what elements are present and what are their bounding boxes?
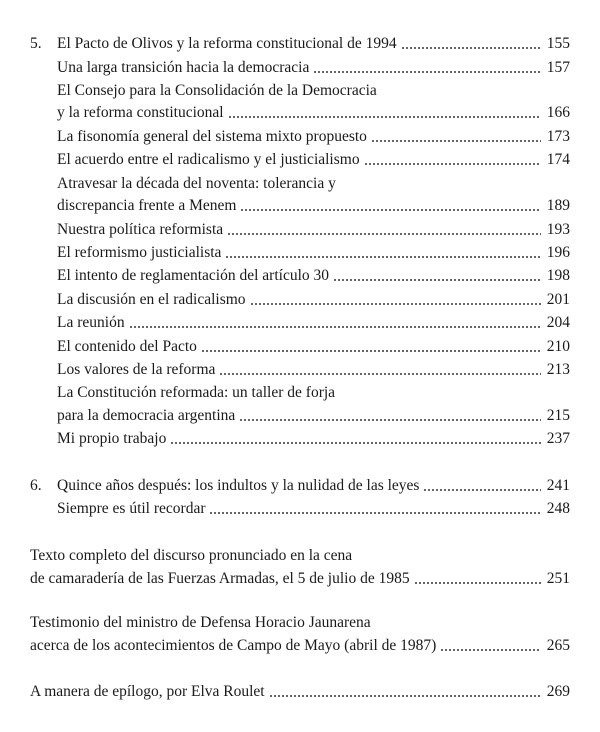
section-title: Los valores de la reforma: [57, 361, 216, 378]
dot-leader: [240, 209, 540, 211]
section-title: La Constitución reformada: un taller de forja: [57, 384, 336, 401]
page-number: 198: [546, 267, 570, 284]
appendix-title-continued: acerca de los acontecimientos de Campo de Mayo (abril de 1987): [30, 637, 437, 654]
dot-leader: [225, 256, 540, 258]
page-number: 215: [546, 407, 570, 424]
page-number: 201: [546, 291, 570, 308]
section-entry-line2[interactable]: [0, 102, 600, 124]
section-title: El acuerdo entre el radicalismo y el justicialismo: [57, 151, 360, 168]
page-number: 237: [546, 430, 570, 447]
page-number: 269: [546, 683, 570, 700]
dot-leader: [371, 140, 541, 142]
chapter-entry[interactable]: [0, 475, 600, 497]
section-title-continued: para la democracia argentina: [57, 407, 236, 424]
section-entry[interactable]: [0, 149, 600, 171]
section-title-continued: discrepancia frente a Menem: [57, 197, 237, 214]
dot-leader: [209, 512, 540, 514]
dot-leader: [313, 71, 540, 73]
appendix-entry-line2[interactable]: [0, 635, 600, 657]
appendix-title: Testimonio del ministro de Defensa Horacio Jaunarena: [30, 614, 371, 631]
section-entry-line2[interactable]: [0, 195, 600, 217]
dot-leader: [227, 233, 541, 235]
dot-leader: [228, 116, 541, 118]
dot-leader: [423, 489, 540, 491]
page-number: 157: [546, 59, 570, 76]
page-number: 210: [546, 338, 570, 355]
page-number: 265: [546, 637, 570, 654]
section-entry[interactable]: [0, 265, 600, 287]
section-title: Atravesar la década del noventa: tolerancia y: [57, 175, 336, 192]
section-entry[interactable]: [0, 498, 600, 520]
chapter-title: El Pacto de Olivos y la reforma constitucional de 1994: [57, 35, 397, 52]
section-entry[interactable]: [0, 312, 600, 334]
appendix-entry-line1[interactable]: [0, 545, 600, 567]
section-entry[interactable]: [0, 126, 600, 148]
page-number: 166: [546, 104, 570, 121]
section-title: La fisonomía general del sistema mixto propuesto: [57, 128, 367, 145]
dot-leader: [201, 350, 541, 352]
dot-leader: [364, 163, 541, 165]
section-entry[interactable]: [0, 428, 600, 450]
appendix-title: A manera de epílogo, por Elva Roulet: [30, 683, 265, 700]
chapter-number: 6.: [30, 477, 42, 494]
section-entry[interactable]: [0, 242, 600, 264]
page-number: 173: [546, 128, 570, 145]
appendix-entry-line2[interactable]: [0, 568, 600, 590]
page-number: 241: [546, 477, 570, 494]
section-title: Mi propio trabajo: [57, 430, 167, 447]
section-entry[interactable]: [0, 359, 600, 381]
dot-leader: [414, 582, 541, 584]
dot-leader: [269, 695, 541, 697]
section-entry[interactable]: [0, 57, 600, 79]
page-number: 196: [546, 244, 570, 261]
page-number: 248: [546, 500, 570, 517]
page-number: 189: [546, 197, 570, 214]
section-entry-line1[interactable]: [0, 382, 600, 404]
dot-leader: [129, 326, 541, 328]
page-number: 193: [546, 221, 570, 238]
section-title: El reformismo justicialista: [57, 244, 222, 261]
dot-leader: [250, 303, 541, 305]
chapter-title: Quince años después: los indultos y la nulidad de las leyes: [57, 477, 420, 494]
appendix-entry-line1[interactable]: [0, 612, 600, 634]
dot-leader: [170, 442, 540, 444]
chapter-entry[interactable]: [0, 33, 600, 55]
section-entry-line1[interactable]: [0, 173, 600, 195]
dot-leader: [401, 47, 541, 49]
page-number: 155: [546, 35, 570, 52]
page-number: 204: [546, 314, 570, 331]
page-number: 213: [546, 361, 570, 378]
chapter-number: 5.: [30, 35, 42, 52]
section-title: La reunión: [57, 314, 125, 331]
page-number: 174: [546, 151, 570, 168]
section-title: El contenido del Pacto: [57, 338, 197, 355]
appendix-title-continued: de camaradería de las Fuerzas Armadas, el 5 de julio de 1985: [30, 570, 410, 587]
section-entry[interactable]: [0, 336, 600, 358]
dot-leader: [219, 373, 540, 375]
section-entry[interactable]: [0, 219, 600, 241]
section-title: Siempre es útil recordar: [57, 500, 206, 517]
appendix-title: Texto completo del discurso pronunciado en la cena: [30, 547, 353, 564]
section-entry-line2[interactable]: [0, 405, 600, 427]
dot-leader: [440, 649, 540, 651]
section-title: El Consejo para la Consolidación de la Democracia: [57, 82, 377, 99]
dot-leader: [239, 419, 540, 421]
dot-leader: [333, 279, 541, 281]
section-title: Nuestra política reformista: [57, 221, 224, 238]
section-title: El intento de reglamentación del artículo 30: [57, 267, 330, 284]
section-entry[interactable]: [0, 289, 600, 311]
section-entry-line1[interactable]: [0, 80, 600, 102]
section-title-continued: y la reforma constitucional: [57, 104, 224, 121]
page-number: 251: [546, 570, 570, 587]
section-title: La discusión en el radicalismo: [57, 291, 246, 308]
section-title: Una larga transición hacia la democracia: [57, 59, 310, 76]
appendix-entry[interactable]: [0, 681, 600, 703]
